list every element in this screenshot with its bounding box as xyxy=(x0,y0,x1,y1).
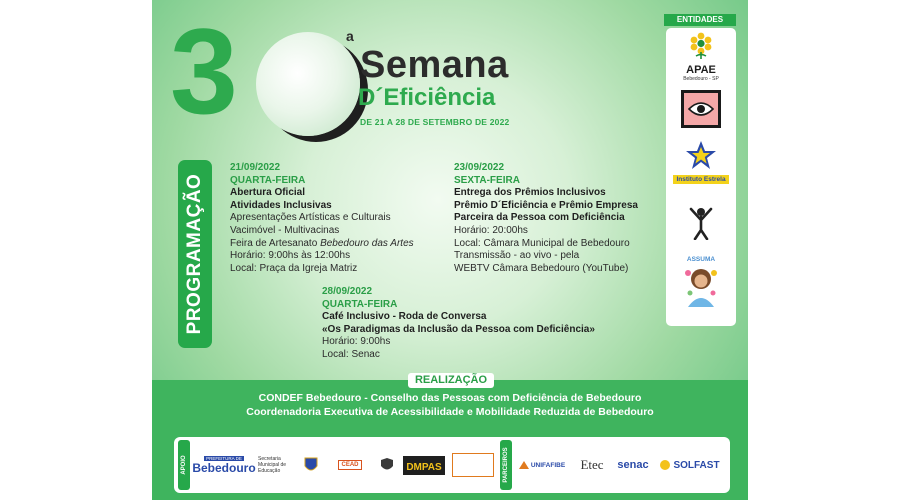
event-1-fair-name: Bebedouro das Artes xyxy=(320,237,414,249)
prefeitura-name: Bebedouro xyxy=(192,460,256,475)
orange-logo xyxy=(452,447,494,483)
senac-name: senac xyxy=(617,459,649,471)
event-3-weekday: QUARTA-FEIRA xyxy=(322,298,398,310)
entidades-panel xyxy=(666,28,736,326)
event-2-weekday: SEXTA-FEIRA xyxy=(454,174,520,186)
event-3-date: 28/09/2022 xyxy=(322,286,373,297)
event-3-title: Café Inclusivo - Roda de Conversa xyxy=(322,311,487,323)
edition-superscript: a xyxy=(346,28,354,44)
event-1-fair-prefix: Feira de Artesanato xyxy=(230,237,321,249)
senac-logo xyxy=(616,447,650,483)
secretaria-line: Secretaria xyxy=(258,456,281,462)
cead-logo xyxy=(328,447,372,483)
secretaria-line: Municipal de xyxy=(258,462,287,468)
apae-logo xyxy=(671,32,731,86)
event-2-date: 23/09/2022 xyxy=(454,162,505,173)
event-2 xyxy=(454,162,638,275)
event-1 xyxy=(230,162,414,275)
crest-icon xyxy=(304,456,318,474)
realizacao-line-2: Coordenadoria Executiva de Acessibilidade e Mobilidade Reduzida de Bebedouro xyxy=(246,406,654,418)
estrela-name: Instituto Estrela xyxy=(673,175,729,184)
edition-digit: 3 xyxy=(170,3,234,139)
realizacao-line-1: CONDEF Bebedouro - Conselho das Pessoas com Deficiência de Bebedouro xyxy=(258,392,642,404)
hands-logo xyxy=(676,200,726,246)
parceiros-label: PARCEIROS xyxy=(503,447,509,483)
realizacao-label: REALIZAÇÃO xyxy=(408,373,494,388)
solfast-name: SOLFAST xyxy=(673,459,720,471)
parceiros-tab xyxy=(500,440,512,490)
unifafibe-icon xyxy=(519,461,529,469)
title-eficiencia: D´Eficiência xyxy=(358,84,496,111)
event-2-title: Entrega dos Prêmios Inclusivos xyxy=(454,187,606,199)
entidades-label: ENTIDADES xyxy=(664,14,736,26)
shield-logo xyxy=(376,447,398,483)
hands-up-person-icon xyxy=(687,206,715,240)
apae-city: Bebedouro - SP xyxy=(683,76,719,82)
orange-logo-frame xyxy=(452,453,494,477)
apoio-label: APOIO xyxy=(181,455,187,475)
apoio-tab xyxy=(178,440,190,490)
event-1-fair xyxy=(230,238,414,251)
event-1-line: Apresentações Artísticas e Culturais xyxy=(230,212,391,224)
prefeitura-prefix: PREFEITURA DE xyxy=(206,455,242,461)
assuma-logo xyxy=(673,256,729,320)
event-1-weekday: QUARTA-FEIRA xyxy=(230,174,306,186)
sponsors-panel xyxy=(174,437,730,493)
event-2-broadcast-channel: WEBTV Câmara Bebedouro (YouTube) xyxy=(454,262,629,274)
edition-number xyxy=(170,3,360,139)
shield-icon xyxy=(380,457,394,473)
unifafibe-name: UNIFAFIBE xyxy=(530,461,566,469)
event-2-title-line: Prêmio D´Eficiência e Prêmio Empresa xyxy=(454,199,638,211)
secretaria-line: Educação xyxy=(258,468,281,474)
etec-logo xyxy=(574,447,610,483)
woman-portrait-icon xyxy=(678,263,724,309)
dmpas-logo xyxy=(402,447,446,483)
event-3-place: Local: Senac xyxy=(322,348,380,360)
event-1-line: Vacimóvel - Multivacinas xyxy=(230,224,340,236)
event-dates: DE 21 A 28 DE SETEMBRO DE 2022 xyxy=(360,117,510,127)
sun-icon xyxy=(658,458,672,472)
eye-icon xyxy=(688,101,714,117)
eye-logo xyxy=(681,90,721,128)
unifafibe-logo xyxy=(516,447,568,483)
event-3-subtitle: «Os Paradigmas da Inclusão da Pessoa com Deficiência» xyxy=(322,323,595,335)
zero-disc xyxy=(256,32,360,136)
apae-flower-icon xyxy=(688,32,714,60)
programacao-label: PROGRAMAÇÃO xyxy=(184,173,205,335)
event-2-time: Horário: 20:00hs xyxy=(454,224,528,236)
event-2-place: Local: Câmara Municipal de Bebedouro xyxy=(454,237,630,249)
poster xyxy=(152,0,748,500)
crest-logo xyxy=(300,447,322,483)
event-3-time: Horário: 9:00hs xyxy=(322,336,391,348)
assuma-name: ASSUMA xyxy=(686,256,716,263)
event-3 xyxy=(322,286,595,362)
cead-name: CEAD xyxy=(338,460,361,470)
event-2-broadcast: Transmissão - ao vivo - pela xyxy=(454,250,580,262)
event-1-time: Horário: 9:00hs às 12:00hs xyxy=(230,250,351,262)
secretaria-logo xyxy=(258,447,296,483)
event-1-title: Abertura Oficial xyxy=(230,187,306,199)
solfast-logo xyxy=(656,447,722,483)
event-1-date: 21/09/2022 xyxy=(230,162,281,173)
star-icon xyxy=(685,140,717,170)
event-1-place: Local: Praça da Igreja Matriz xyxy=(230,262,358,274)
event-2-title-line: Parceira da Pessoa com Deficiência xyxy=(454,212,625,224)
estrela-logo xyxy=(673,140,729,188)
dmpas-name: DMPAS xyxy=(403,456,444,475)
title-semana: Semana xyxy=(360,44,509,86)
apae-name: APAE xyxy=(686,64,716,76)
prefeitura-logo xyxy=(194,447,254,483)
etec-name: Etec xyxy=(580,457,604,472)
event-1-subtitle: Atividades Inclusivas xyxy=(230,199,332,211)
